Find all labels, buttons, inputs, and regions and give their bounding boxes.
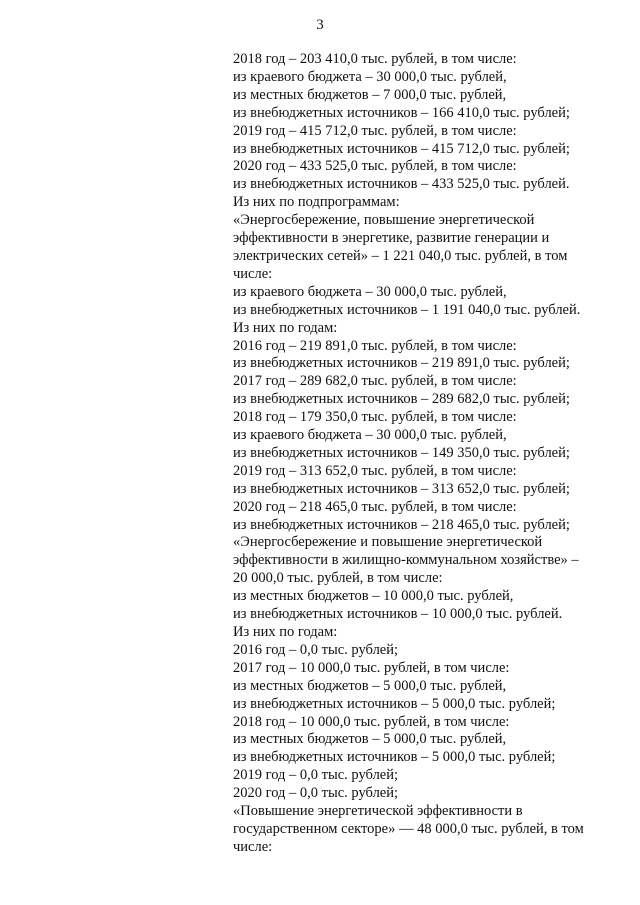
text-line: из внебюджетных источников – 5 000,0 тыс. рублей; — [233, 695, 556, 712]
text-line: Из них по годам: — [233, 319, 338, 336]
text-line: из краевого бюджета – 30 000,0 тыс. рублей, — [233, 283, 507, 300]
document-body — [233, 51, 613, 857]
text-line: из внебюджетных источников – 218 465,0 тыс. рублей; — [233, 516, 570, 533]
text-line: из внебюджетных источников – 166 410,0 тыс. рублей; — [233, 104, 570, 121]
text-line: из краевого бюджета – 30 000,0 тыс. рублей, — [233, 427, 507, 444]
text-line: из внебюджетных источников – 219 891,0 тыс. рублей; — [233, 355, 570, 372]
text-line: 2016 год – 0,0 тыс. рублей; — [233, 641, 399, 658]
text-line: из внебюджетных источников – 10 000,0 тыс. рублей. — [233, 606, 563, 623]
text-line: из внебюджетных источников – 5 000,0 тыс. рублей; — [233, 749, 556, 766]
text-line: «Энергосбережение, повышение энергетической — [233, 212, 535, 229]
text-line: 2018 год – 179 350,0 тыс. рублей, в том числе: — [233, 409, 517, 426]
text-line: из внебюджетных источников – 1 191 040,0 тыс. рублей. — [233, 301, 581, 318]
text-line: 2020 год – 218 465,0 тыс. рублей, в том числе: — [233, 498, 517, 515]
text-line: «Повышение энергетической эффективности в — [233, 803, 523, 820]
text-line: государственном секторе» — 48 000,0 тыс. рублей, в том — [233, 820, 584, 837]
text-line: из внебюджетных источников – 433 525,0 тыс. рублей. — [233, 176, 570, 193]
text-line: 2020 год – 433 525,0 тыс. рублей, в том числе: — [233, 158, 517, 175]
text-line: числе: — [233, 838, 273, 855]
text-line: Из них по годам: — [233, 624, 338, 640]
text-line: 2017 год – 289 682,0 тыс. рублей, в том числе: — [233, 373, 517, 390]
text-line: из местных бюджетов – 5 000,0 тыс. рублей, — [233, 731, 507, 748]
text-line: 2019 год – 415 712,0 тыс. рублей, в том числе: — [233, 122, 517, 139]
text-line: 2018 год – 203 410,0 тыс. рублей, в том числе: — [233, 51, 517, 67]
page-number: 3 — [316, 17, 324, 33]
text-line: «Энергосбережение и повышение энергетической — [233, 534, 543, 551]
text-line: из внебюджетных источников – 149 350,0 тыс. рублей; — [233, 444, 570, 461]
text-line: 2017 год – 10 000,0 тыс. рублей, в том числе: — [233, 659, 510, 676]
text-line: из внебюджетных источников – 289 682,0 тыс. рублей; — [233, 391, 570, 408]
text-line: из внебюджетных источников – 313 652,0 тыс. рублей; — [233, 480, 570, 497]
text-line: Из них по подпрограммам: — [233, 194, 400, 211]
text-line: из местных бюджетов – 10 000,0 тыс. рублей, — [233, 588, 514, 605]
text-line: электрических сетей» – 1 221 040,0 тыс. рублей, в том — [233, 247, 568, 264]
text-line: из местных бюджетов – 5 000,0 тыс. рублей, — [233, 677, 507, 694]
text-line: из местных бюджетов – 7 000,0 тыс. рублей, — [233, 86, 507, 103]
text-line: из краевого бюджета – 30 000,0 тыс. рублей, — [233, 68, 507, 85]
text-line: эффективности в энергетике, развитие генерации и — [233, 230, 550, 247]
text-line: 2016 год – 219 891,0 тыс. рублей, в том числе: — [233, 337, 517, 354]
text-line: 2019 год – 313 652,0 тыс. рублей, в том числе: — [233, 462, 517, 479]
text-line: 2020 год – 0,0 тыс. рублей; — [233, 785, 399, 802]
text-line: 20 000,0 тыс. рублей, в том числе: — [233, 570, 443, 587]
text-line: эффективности в жилищно-коммунальном хозяйстве» – — [233, 552, 579, 569]
text-line: 2019 год – 0,0 тыс. рублей; — [233, 767, 399, 784]
text-line: из внебюджетных источников – 415 712,0 тыс. рублей; — [233, 140, 570, 157]
text-line: числе: — [233, 265, 273, 282]
text-line: 2018 год – 10 000,0 тыс. рублей, в том числе: — [233, 713, 510, 730]
